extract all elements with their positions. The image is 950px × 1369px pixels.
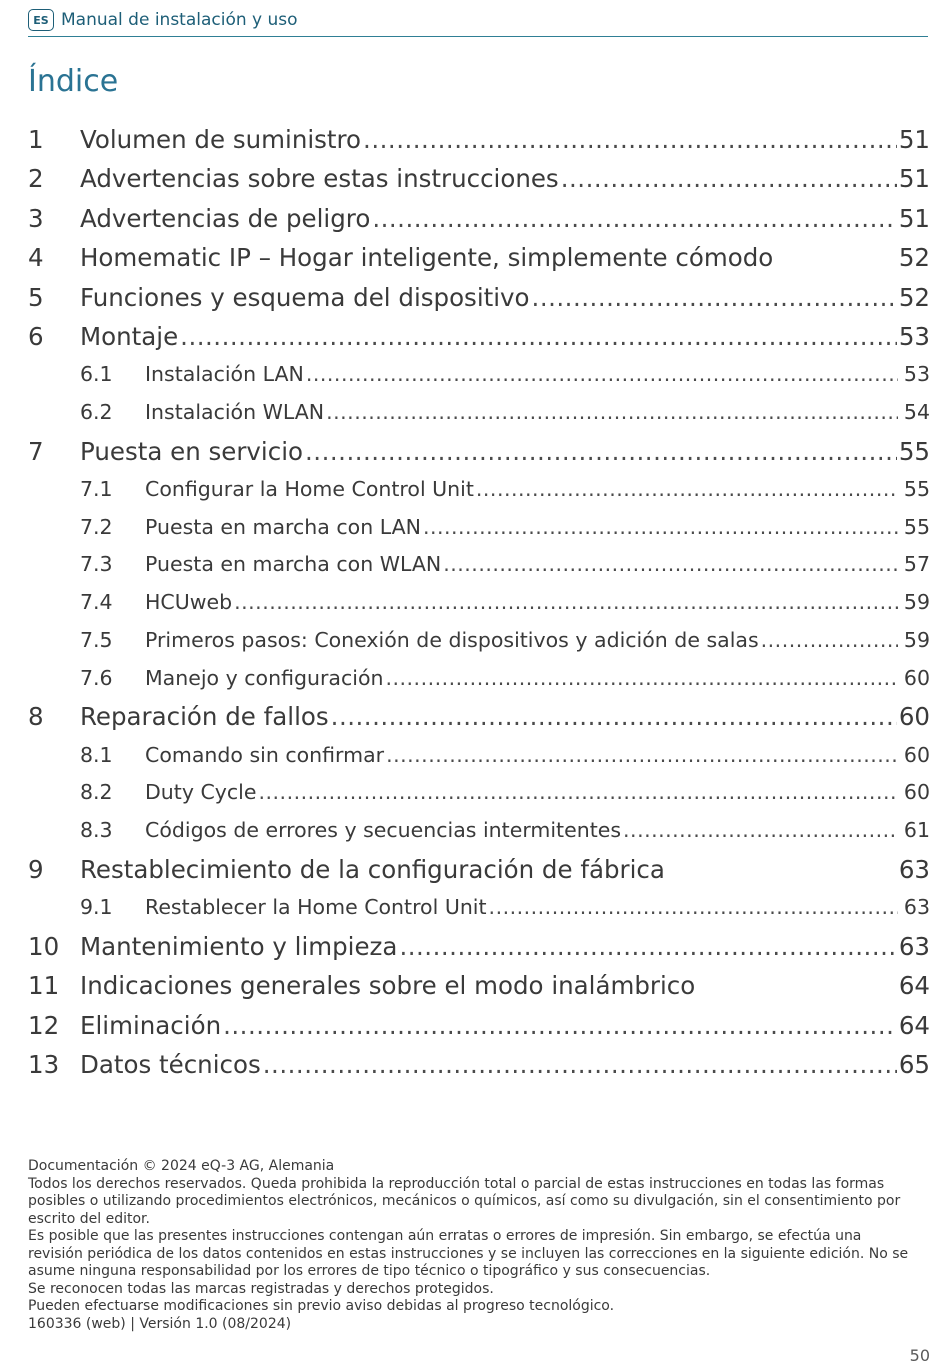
toc-entry-page: 63 <box>898 931 930 961</box>
toc-dot-leader <box>306 356 898 394</box>
toc-entry-page: 51 <box>898 164 930 194</box>
toc-entry[interactable] <box>28 356 930 394</box>
toc-entry[interactable] <box>28 394 930 432</box>
toc-entry[interactable] <box>28 238 930 277</box>
toc-dot-leader <box>263 1045 897 1084</box>
toc-entry[interactable] <box>28 927 930 966</box>
toc-entry-title: Reparación de fallos <box>80 702 329 732</box>
toc-dot-leader <box>372 199 897 238</box>
toc-entry-page: 52 <box>898 243 930 273</box>
toc-entry-number: 10 <box>28 931 60 961</box>
toc-entry-number: 8.2 <box>80 780 113 805</box>
toc-entry-number: 7.6 <box>80 665 113 690</box>
toc-entry-page: 51 <box>898 203 930 233</box>
toc-entry-page: 65 <box>898 1049 930 1079</box>
toc-dot-leader <box>623 812 898 850</box>
toc-entry-page: 55 <box>898 436 930 466</box>
toc-entry-number: 6.1 <box>80 362 113 387</box>
footer-changes: Pueden efectuarse modificaciones sin previo aviso debidas al progreso tecnológico. <box>28 1298 615 1314</box>
toc-entry-title: Restablecimiento de la configuración de fábrica <box>80 854 665 884</box>
toc-entry-title: Códigos de errores y secuencias intermitentes <box>145 818 622 842</box>
page-title: Índice <box>28 64 119 99</box>
toc-entry-page: 63 <box>898 854 930 884</box>
toc-entry-page: 53 <box>898 321 930 351</box>
toc-entry-title: Duty Cycle <box>145 780 257 805</box>
toc-entry-number: 3 <box>28 203 44 233</box>
toc-dot-leader <box>326 394 898 432</box>
footer <box>28 1158 920 1333</box>
toc-entry-number: 9.1 <box>80 895 113 920</box>
toc-entry[interactable] <box>28 278 930 317</box>
toc-entry-page: 60 <box>903 665 930 690</box>
toc-entry-number: 11 <box>28 971 60 1001</box>
toc-entry-page: 64 <box>898 971 930 1001</box>
table-of-contents <box>28 120 930 1084</box>
toc-entry[interactable] <box>28 622 930 660</box>
toc-entry-title: Comando sin confirmar <box>145 742 385 767</box>
toc-entry-number: 12 <box>28 1010 60 1040</box>
toc-entry-number: 13 <box>28 1049 60 1079</box>
toc-entry-page: 59 <box>903 627 930 652</box>
toc-entry-page: 63 <box>903 895 930 920</box>
toc-entry-title: Montaje <box>80 321 179 351</box>
toc-dot-leader <box>363 120 897 159</box>
toc-entry[interactable] <box>28 850 930 889</box>
toc-entry[interactable] <box>28 199 930 238</box>
toc-entry-number: 8.3 <box>80 818 113 842</box>
toc-entry-title: HCUweb <box>145 590 233 615</box>
toc-entry-number: 6 <box>28 321 44 351</box>
toc-entry-title: Indicaciones generales sobre el modo inalámbrico <box>80 971 696 1001</box>
toc-entry[interactable] <box>28 159 930 198</box>
toc-entry-title: Volumen de suministro <box>80 125 362 154</box>
page-header <box>28 4 928 37</box>
toc-dot-leader <box>489 889 898 927</box>
toc-dot-leader <box>443 546 898 584</box>
toc-dot-leader <box>761 622 898 660</box>
toc-entry-number: 7.1 <box>80 477 113 502</box>
toc-entry-title: Advertencias sobre estas instrucciones <box>80 164 559 194</box>
toc-entry-number: 7.4 <box>80 590 113 615</box>
toc-entry[interactable] <box>28 889 930 927</box>
toc-dot-leader <box>259 774 899 812</box>
footer-rights: Todos los derechos reservados. Queda prohibida la reproducción total o parcial de estas instrucciones en todas las formas posibles o utilizando procedimientos electrónicos, mecánicos o químicos, así como su divulgación, sin el consentimiento por escrito del editor. <box>28 1175 901 1227</box>
toc-entry[interactable] <box>28 737 930 775</box>
toc-entry-number: 8 <box>28 702 44 732</box>
toc-dot-leader <box>234 584 898 622</box>
toc-entry-title: Funciones y esquema del dispositivo <box>80 282 530 312</box>
toc-dot-leader <box>223 1006 897 1045</box>
toc-entry[interactable] <box>28 660 930 698</box>
toc-entry[interactable] <box>28 774 930 812</box>
toc-dot-leader <box>331 697 897 736</box>
toc-entry[interactable] <box>28 120 930 159</box>
page-number: 50 <box>909 1346 930 1365</box>
toc-entry-number: 9 <box>28 854 44 884</box>
toc-entry-page: 51 <box>898 125 930 154</box>
toc-entry-number: 5 <box>28 282 44 312</box>
toc-dot-leader <box>180 317 897 356</box>
toc-entry-title: Eliminación <box>80 1010 222 1040</box>
toc-dot-leader <box>476 471 898 509</box>
toc-entry-title: Restablecer la Home Control Unit <box>145 895 487 920</box>
toc-entry-title: Datos técnicos <box>80 1049 261 1079</box>
toc-entry-page: 53 <box>903 362 930 387</box>
toc-entry-page: 55 <box>903 514 930 539</box>
toc-entry-number: 7.3 <box>80 552 113 577</box>
toc-dot-leader <box>423 509 898 547</box>
toc-dot-leader <box>399 927 896 966</box>
toc-entry[interactable] <box>28 432 930 471</box>
toc-entry-page: 61 <box>903 818 930 842</box>
toc-dot-leader <box>561 159 897 198</box>
toc-dot-leader <box>385 660 898 698</box>
toc-dot-leader <box>386 737 898 775</box>
toc-entry-title: Advertencias de peligro <box>80 203 371 233</box>
toc-entry[interactable] <box>28 584 930 622</box>
toc-entry[interactable] <box>28 966 930 1005</box>
toc-entry-page: 59 <box>903 590 930 615</box>
toc-entry[interactable] <box>28 546 930 584</box>
toc-entry-page: 55 <box>903 477 930 502</box>
toc-entry-title: Puesta en marcha con LAN <box>145 514 421 539</box>
toc-entry-number: 1 <box>28 125 44 154</box>
toc-entry-title: Instalación LAN <box>145 362 304 387</box>
toc-entry-title: Homematic IP – Hogar inteligente, simplemente cómodo <box>80 243 774 273</box>
toc-entry-number: 7 <box>28 436 44 466</box>
toc-entry-page: 60 <box>903 742 930 767</box>
toc-entry[interactable] <box>28 509 930 547</box>
toc-entry-title: Puesta en marcha con WLAN <box>145 552 442 577</box>
toc-entry-title: Instalación WLAN <box>145 400 325 425</box>
toc-entry[interactable] <box>28 697 930 736</box>
toc-entry-page: 64 <box>898 1010 930 1040</box>
toc-dot-leader <box>305 432 897 471</box>
header-title: Manual de instalación y uso <box>61 10 298 30</box>
toc-entry-title: Mantenimiento y limpieza <box>80 931 398 961</box>
toc-entry-title: Configurar la Home Control Unit <box>145 477 474 502</box>
toc-entry-title: Manejo y configuración <box>145 665 384 690</box>
toc-entry-number: 2 <box>28 164 44 194</box>
toc-entry[interactable] <box>28 471 930 509</box>
toc-entry-number: 7.2 <box>80 514 113 539</box>
footer-trademarks: Se reconocen todas las marcas registradas y derechos protegidos. <box>28 1280 494 1297</box>
toc-entry[interactable] <box>28 317 930 356</box>
footer-errata: Es posible que las presentes instrucciones contengan aún erratas o errores de impresión. Sin embargo, se efectúa una revisión periódica de los datos contenidos en estas instrucciones y se incluyen las correcciones en la siguiente edición. No se asume ninguna responsabilidad por los errores de tipo técnico o tipográfico y sus consecuencias. <box>28 1228 909 1279</box>
toc-entry[interactable] <box>28 812 930 850</box>
footer-version: 160336 (web) | Versión 1.0 (08/2024) <box>28 1315 292 1332</box>
toc-entry-page: 60 <box>898 702 930 732</box>
toc-entry-number: 7.5 <box>80 627 113 652</box>
toc-entry-number: 4 <box>28 243 44 273</box>
toc-entry-page: 57 <box>903 552 930 577</box>
toc-entry-title: Primeros pasos: Conexión de dispositivos y adición de salas <box>145 627 759 652</box>
toc-entry-page: 52 <box>898 282 930 312</box>
toc-entry-number: 6.2 <box>80 400 113 425</box>
toc-entry-page: 60 <box>903 780 930 805</box>
footer-copyright: Documentación © 2024 eQ-3 AG, Alemania <box>28 1158 335 1174</box>
toc-entry-title: Puesta en servicio <box>80 436 303 466</box>
toc-entry[interactable] <box>28 1045 930 1084</box>
toc-entry-number: 8.1 <box>80 742 113 767</box>
toc-dot-leader <box>532 278 897 317</box>
language-badge: ES <box>28 9 54 31</box>
toc-entry[interactable] <box>28 1006 930 1045</box>
toc-entry-page: 54 <box>903 400 930 425</box>
